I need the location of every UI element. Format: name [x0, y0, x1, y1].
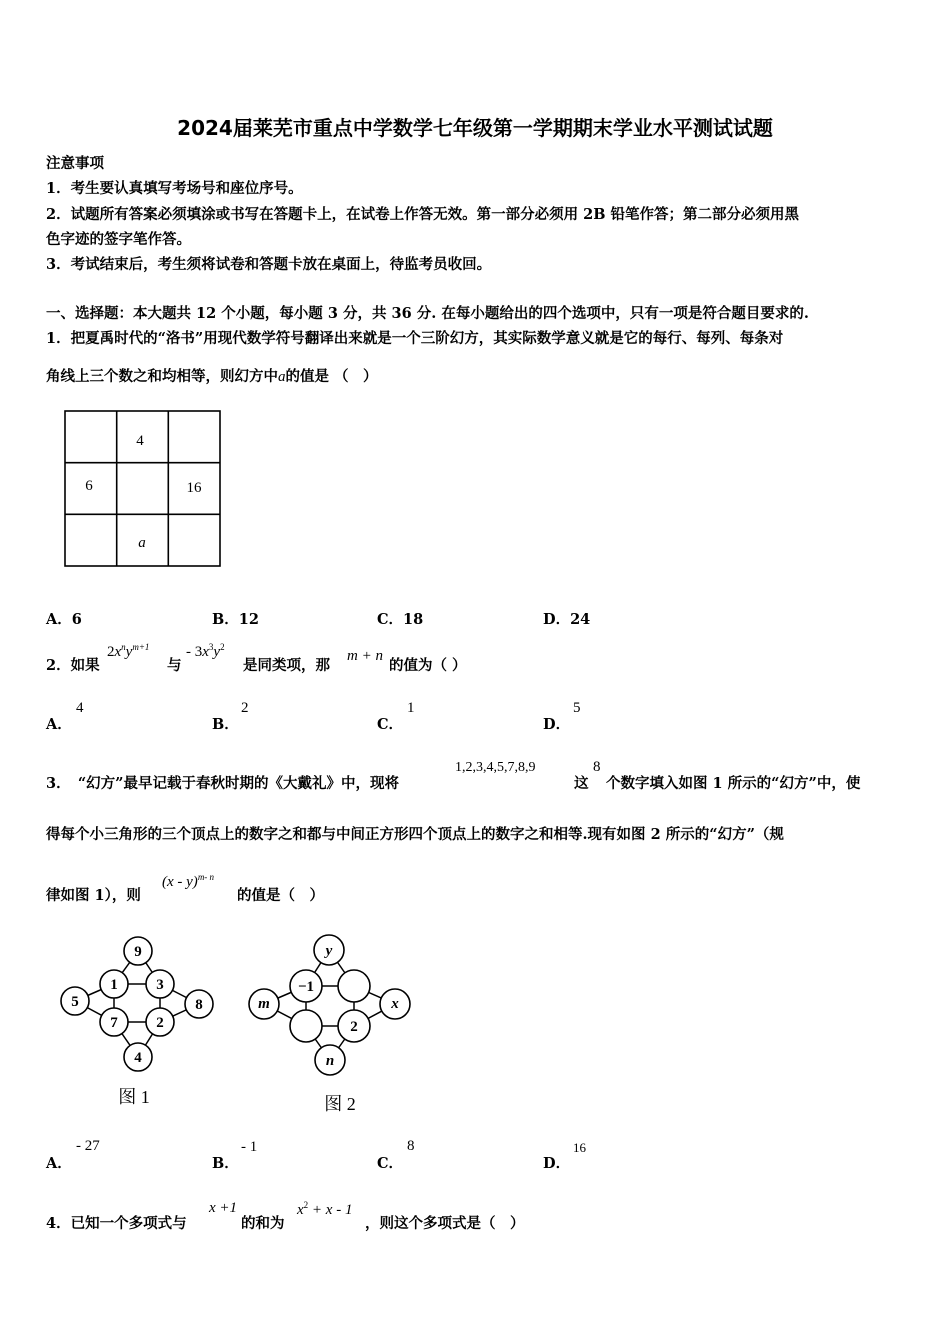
fig1-c2: 3: [156, 977, 164, 993]
fig2-c4: 2: [350, 1019, 358, 1035]
q4-expr1: x +1: [209, 1200, 238, 1216]
fig2-bottom: n: [325, 1053, 335, 1069]
q3-count: 8: [593, 759, 601, 775]
fig1-left: 5: [71, 994, 79, 1010]
q2-expr2: - $3x^3y^2$: [186, 642, 225, 660]
q2-option-c-label[interactable]: C．: [377, 716, 404, 733]
fig1-c4: 2: [156, 1015, 164, 1031]
q1-line1: 1．把夏禹时代的“洛书”用现代数学符号翻译出来就是一个三阶幻方，其实际数学意义就是它的每行、每列、每条对: [46, 330, 784, 347]
section-heading: 一、选择题：本大题共 12 个小题，每小题 3 分，共 36 分. 在每小题给出的四个选项中，只有一项是符合题目要求的.: [46, 305, 809, 322]
q3-expr: (x - y)$^{m- n}$: [162, 872, 215, 890]
q2-option-a-value: 4: [76, 700, 84, 716]
q2-option-d-label[interactable]: D．: [543, 716, 571, 733]
q4-suffix: ，则这个多项式是（ ）: [365, 1215, 525, 1232]
q1-line2: 角线上三个数之和均相等，则幻方中a的值是 （ ）: [46, 368, 378, 385]
notice-heading: 注意事项: [46, 155, 104, 172]
q4-mid: 的和为: [241, 1215, 285, 1232]
q3-numbers: 1,2,3,4,5,7,8,9: [455, 760, 536, 775]
fig1-bottom: 4: [134, 1050, 142, 1066]
notice-item-2-line1: 2．试题所有答案必须填涂或书写在答题卡上，在试卷上作答无效。第一部分必须用 2B 铅笔作答；第二部分必须用黑: [46, 206, 800, 223]
fig2-left: m: [258, 996, 270, 1012]
q3-option-a-value: - 27: [76, 1138, 100, 1154]
q3-line1-a: 3． “幻方”最早记载于春秋时期的《大戴礼》中，现将: [46, 775, 400, 792]
fig1-caption: 图 1: [118, 1087, 150, 1107]
figure-2: [240, 928, 420, 1120]
q3-option-b-value: - 1: [241, 1139, 258, 1155]
fig1-top: 9: [134, 944, 142, 960]
fig1-c1: 1: [110, 977, 118, 993]
q1-option-b[interactable]: B．12: [212, 611, 259, 628]
q2-expr3: m + n: [347, 648, 383, 664]
q3-option-d-value: 16: [573, 1140, 586, 1155]
q3-line1-c: 个数字填入如图 1 所示的“幻方”中，使: [606, 775, 861, 792]
fig1-right: 8: [195, 997, 203, 1013]
q2-mid2: 是同类项，那: [243, 657, 330, 674]
page-title: 2024届莱芜市重点中学数学七年级第一学期期末学业水平测试试题: [177, 116, 773, 140]
q3-option-d-label[interactable]: D．: [543, 1155, 571, 1172]
q2-option-a-label[interactable]: A．: [46, 716, 72, 733]
q2-prefix: 2．如果: [46, 657, 100, 674]
q3-option-c-label[interactable]: C．: [377, 1155, 404, 1172]
notice-item-3: 3．考试结束后，考生须将试卷和答题卡放在桌面上，待监考员收回。: [46, 256, 492, 273]
q3-line3-a: 律如图 1），则: [46, 887, 141, 904]
q3-line3-b: 的值是（ ）: [237, 887, 324, 904]
q3-option-a-label[interactable]: A．: [46, 1155, 72, 1172]
fig2-caption: 图 2: [324, 1094, 356, 1114]
q2-expr1: $2x^ny^{m+1}$: [107, 642, 150, 660]
q3-line1-b: 这: [574, 775, 589, 792]
q2-suffix: 的值为（ ）: [389, 657, 467, 674]
grid-mid-left: 6: [85, 478, 93, 494]
q3-option-c-value: 8: [407, 1138, 415, 1154]
q4-prefix: 4．已知一个多项式与: [46, 1215, 187, 1232]
q4-expr2: $x^2 + x - 1$: [297, 1200, 353, 1218]
q1-option-a[interactable]: A．6: [46, 611, 82, 628]
fig2-top: y: [325, 943, 333, 959]
fig2-right: x: [391, 996, 399, 1012]
grid-top-mid: 4: [136, 433, 144, 449]
q2-mid: 与: [167, 657, 182, 674]
notice-item-2-line2: 色字迹的签字笔作答。: [46, 231, 191, 248]
q3-line2: 得每个小三角形的三个顶点上的数字之和都与中间正方形四个顶点上的数字之和相等.现有如图 2 所示的“幻方”（规: [46, 826, 784, 843]
magic-square-grid: [60, 406, 226, 572]
grid-mid-right: 16: [186, 480, 202, 496]
q3-option-b-label[interactable]: B．: [212, 1155, 239, 1172]
q1-option-c[interactable]: C．18: [377, 611, 424, 628]
q1-option-d[interactable]: D．24: [543, 611, 591, 628]
q2-option-b-label[interactable]: B．: [212, 716, 239, 733]
q2-option-c-value: 1: [407, 700, 415, 716]
q2-option-b-value: 2: [241, 700, 249, 716]
figure-1: [52, 930, 232, 1115]
notice-item-1: 1．考生要认真填写考场号和座位序号。: [46, 180, 303, 197]
fig2-c1: −1: [297, 979, 315, 995]
grid-bot-mid: a: [138, 535, 146, 551]
q2-option-d-value: 5: [573, 700, 581, 716]
fig1-c3: 7: [110, 1015, 118, 1031]
